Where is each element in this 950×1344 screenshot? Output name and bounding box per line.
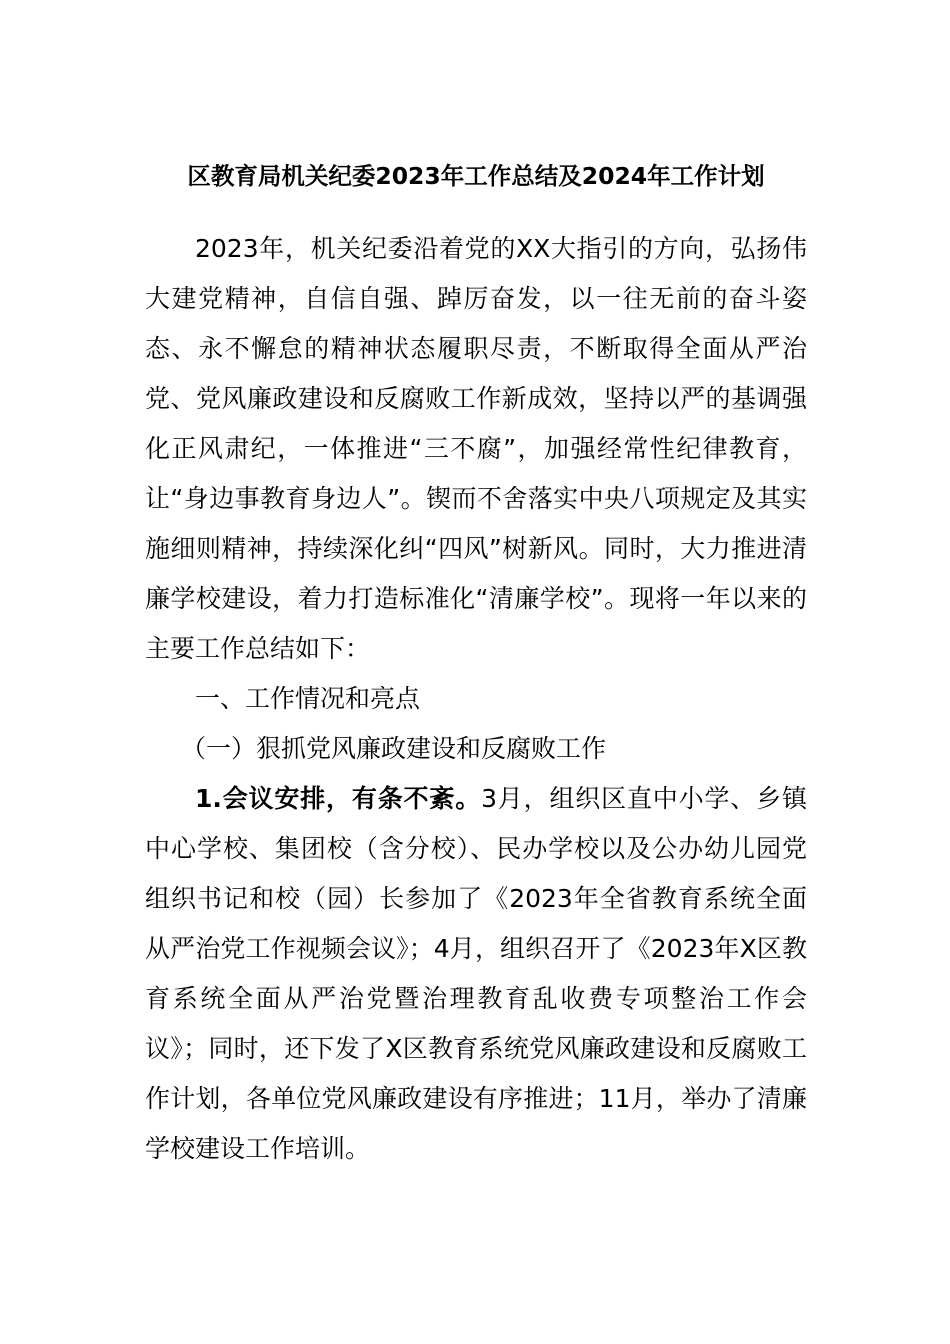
item1-lead: 1.会议安排，有条不紊。: [195, 784, 482, 813]
item1-paragraph: [145, 774, 807, 1174]
subsection-heading: （一）狠抓党风廉政建设和反腐败工作: [181, 734, 607, 763]
document-page: [145, 150, 807, 1174]
item1-text: 3月，组织区直中小学、乡镇中心学校、集团校（含分校）、民办学校以及公办幼儿园党组织书记和校（园）长参加了《2023年全省教育系统全面从严治党工作视频会议》；4月，组织召开了《2023年X区教育系统全面从严治党暨治理教育乱收费专项整治工作会议》；同时，还下发了X区教育系统党风廉政建设和反腐败工作计划，各单位党风廉政建设有序推进；11月，举办了清廉学校建设工作培训。: [145, 784, 807, 1163]
document-title: 区教育局机关纪委2023年工作总结及2024年工作计划: [187, 162, 765, 190]
intro-paragraph: 2023年，机关纪委沿着党的XX大指引的方向，弘扬伟大建党精神，自信自强、踔厉奋发，以一往无前的奋斗姿态、永不懈怠的精神状态履职尽责，不断取得全面从严治党、党风廉政建设和反腐败工作新成效，坚持以严的基调强化正风肃纪，一体推进“三不腐”，加强经常性纪律教育，让“身边事教育身边人”。锲而不舍落实中央八项规定及其实施细则精神，持续深化纠“四风”树新风。同时，大力推进清廉学校建设，着力打造标准化“清廉学校”。现将一年以来的主要工作总结如下：: [145, 234, 807, 663]
section-heading: 一、工作情况和亮点: [195, 684, 421, 713]
